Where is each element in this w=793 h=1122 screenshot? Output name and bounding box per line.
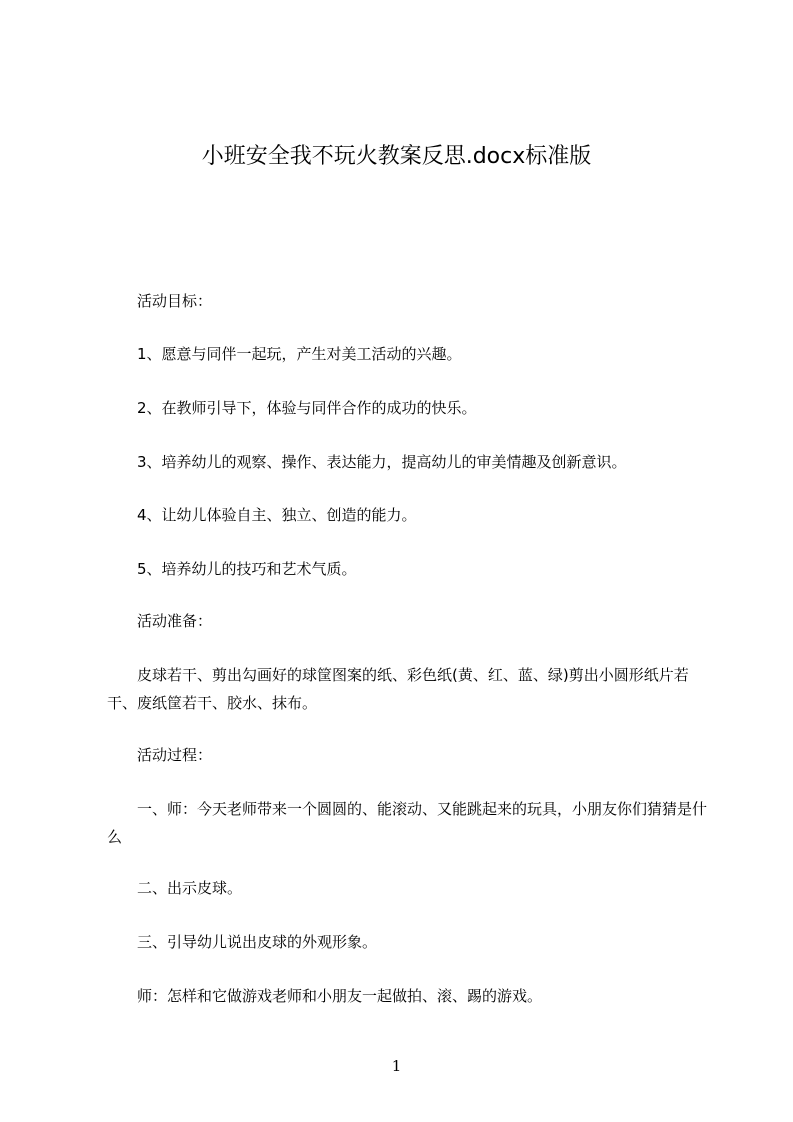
paragraph-process-heading: 活动过程：	[137, 746, 213, 764]
paragraph-teacher-game: 师：怎样和它做游戏老师和小朋友一起做拍、滚、踢的游戏。	[137, 987, 543, 1005]
paragraph-goal-3: 3、培养幼儿的观察、操作、表达能力，提高幼儿的审美情趣及创新意识。	[137, 453, 627, 471]
paragraph-preparation-materials: 皮球若干、剪出勾画好的球筐图案的纸、彩色纸(黄、红、蓝、绿)剪出小圆形纸片若干、废纸筐若干、胶水、抹布。	[107, 666, 689, 712]
paragraph-process-step-2: 二、出示皮球。	[137, 879, 243, 897]
paragraph-process-step-1: 一、师：今天老师带来一个圆圆的、能滚动、又能跳起来的玩具，小朋友你们猜猜是什么	[107, 800, 708, 846]
paragraph-goal-5: 5、培养幼儿的技巧和艺术气质。	[137, 560, 357, 578]
page-number: 1	[391, 1057, 402, 1075]
paragraph-activity-goals-heading: 活动目标：	[137, 292, 213, 310]
paragraph-process-step-3: 三、引导幼儿说出皮球的外观形象。	[137, 933, 378, 951]
document-title: 小班安全我不玩火教案反思.docx标准版	[201, 144, 592, 169]
paragraph-goal-1: 1、愿意与同伴一起玩，产生对美工活动的兴趣。	[137, 345, 462, 363]
paragraph-preparation-heading: 活动准备：	[137, 612, 213, 630]
paragraph-goal-2: 2、在教师引导下，体验与同伴合作的成功的快乐。	[137, 399, 477, 417]
paragraph-goal-4: 4、让幼儿体验自主、独立、创造的能力。	[137, 506, 417, 524]
